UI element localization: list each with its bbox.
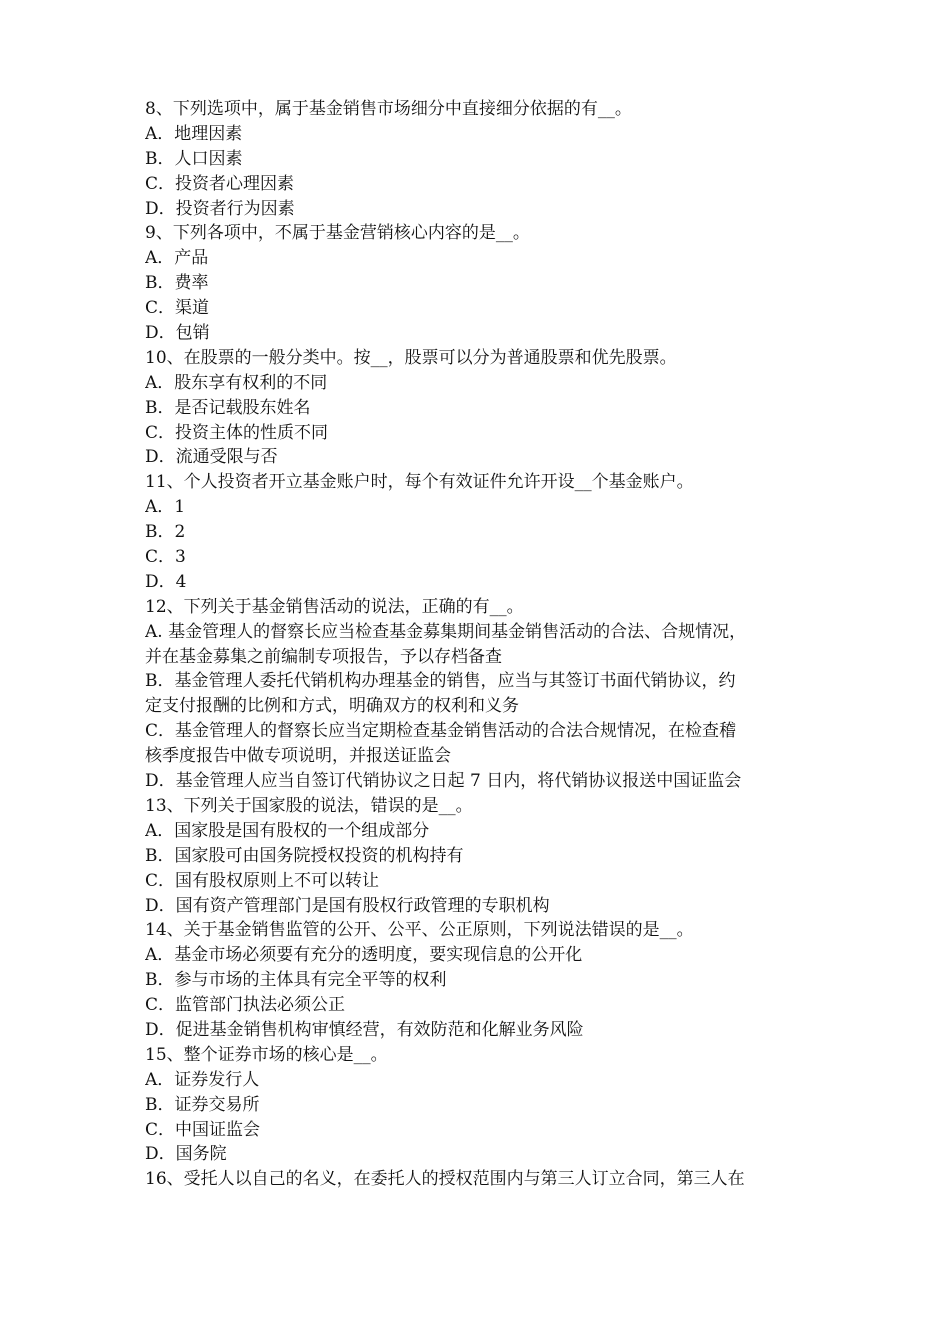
text-line: C．渠道	[145, 298, 210, 319]
text-line: A．地理因素	[145, 123, 243, 144]
text-line: D．4	[145, 571, 187, 592]
text-line: D．投资者行为因素	[145, 198, 295, 219]
text-line: D．包销	[145, 323, 210, 344]
text-line: D．基金管理人应当自签订代销协议之日起 7 日内，将代销协议报送中国证监会	[145, 771, 742, 792]
text-line: A．国家股是国有股权的一个组成部分	[145, 820, 430, 841]
text-line: D．国有资产管理部门是国有股权行政管理的专职机构	[145, 895, 550, 916]
document-body	[145, 97, 815, 1192]
text-line: C．中国证监会	[145, 1119, 261, 1140]
text-line: 核季度报告中做专项说明，并报送证监会	[145, 746, 451, 767]
text-line: 13、下列关于国家股的说法，错误的是__。	[145, 795, 473, 816]
text-line: B．基金管理人委托代销机构办理基金的销售，应当与其签订书面代销协议，约	[145, 671, 736, 692]
text-line: B．费率	[145, 273, 209, 294]
text-line: C．国有股权原则上不可以转让	[145, 870, 380, 891]
text-line: 14、关于基金销售监管的公开、公平、公正原则，下列说法错误的是__。	[145, 920, 694, 941]
text-line: B．是否记载股东姓名	[145, 397, 311, 418]
text-line: 10、在股票的一般分类中。按__，股票可以分为普通股票和优先股票。	[145, 347, 677, 368]
text-line: 15、整个证券市场的核心是__。	[145, 1044, 388, 1065]
text-line: A．基金市场必须要有充分的透明度，要实现信息的公开化	[145, 945, 583, 966]
text-line: B．人口因素	[145, 148, 243, 169]
text-line: 16、受托人以自己的名义，在委托人的授权范围内与第三人订立合同，第三人在	[145, 1169, 745, 1190]
text-line: B．参与市场的主体具有完全平等的权利	[145, 970, 447, 991]
text-line: A. 基金管理人的督察长应当检查基金募集期间基金销售活动的合法、合规情况，	[145, 621, 747, 642]
text-line: D．促进基金销售机构审慎经营，有效防范和化解业务风险	[145, 1019, 584, 1040]
text-line: D．流通受限与否	[145, 447, 278, 468]
text-line: A．1	[145, 497, 186, 518]
text-line: C．监管部门执法必须公正	[145, 995, 346, 1016]
text-line: B．证券交易所	[145, 1094, 260, 1115]
text-line: 并在基金募集之前编制专项报告，予以存档备查	[145, 646, 502, 667]
text-line: 9、下列各项中，不属于基金营销核心内容的是__。	[145, 223, 530, 244]
text-line: 11、个人投资者开立基金账户时，每个有效证件允许开设__个基金账户。	[145, 472, 694, 493]
text-line: C．投资者心理因素	[145, 173, 295, 194]
text-line: B．国家股可由国务院授权投资的机构持有	[145, 845, 464, 866]
text-line: D．国务院	[145, 1144, 227, 1165]
text-line: A．股东享有权利的不同	[145, 372, 328, 393]
text-line: C．基金管理人的督察长应当定期检查基金销售活动的合法合规情况，在检查稽	[145, 721, 737, 742]
text-line: C．3	[145, 547, 186, 568]
text-line: B．2	[145, 522, 186, 543]
text-line: A．证券发行人	[145, 1069, 260, 1090]
text-line: 定支付报酬的比例和方式，明确双方的权利和义务	[145, 696, 519, 717]
text-line: 8、下列选项中，属于基金销售市场细分中直接细分依据的有__。	[145, 99, 632, 119]
text-line: A．产品	[145, 248, 209, 269]
text-line: C．投资主体的性质不同	[145, 422, 329, 443]
text-line: 12、下列关于基金销售活动的说法，正确的有__。	[145, 596, 524, 617]
